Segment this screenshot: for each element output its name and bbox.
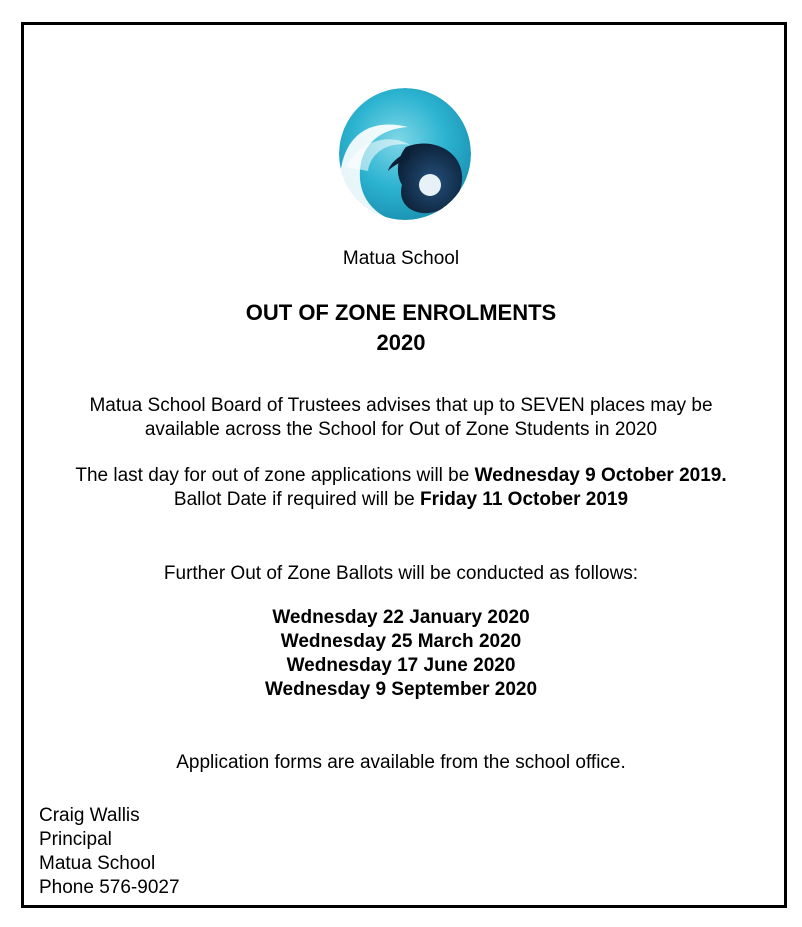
- signature-role: Principal: [39, 829, 112, 850]
- ballot-date-item: Wednesday 17 June 2020: [286, 655, 516, 676]
- intro-line-2: available across the School for Out of Zone Students in 2020: [144, 419, 658, 440]
- ballot-date-item: Wednesday 22 January 2020: [272, 607, 530, 628]
- school-name: Matua School: [342, 248, 460, 269]
- applications-deadline-date: Wednesday 9 October 2019.: [474, 465, 727, 486]
- further-ballots-intro: Further Out of Zone Ballots will be conducted as follows:: [163, 563, 639, 584]
- signature-name: Craig Wallis: [39, 805, 140, 826]
- ballot-date-item: Wednesday 25 March 2020: [280, 631, 522, 652]
- page-title-year: 2020: [376, 330, 426, 355]
- applications-deadline-label: The last day for out of zone applications will be: [75, 465, 475, 486]
- applications-deadline: [0, 464, 802, 488]
- page-title: OUT OF ZONE ENROLMENTS: [245, 300, 557, 325]
- ballot-date-value: Friday 11 October 2019: [420, 489, 629, 510]
- intro-line-1: Matua School Board of Trustees advises that up to SEVEN places may be: [89, 395, 713, 416]
- application-note: Application forms are available from the school office.: [176, 752, 626, 773]
- kiwi-bird-school-logo-icon: [338, 87, 472, 221]
- ballot-date-label: Ballot Date if required will be: [173, 489, 420, 510]
- ballot-date-item: Wednesday 9 September 2020: [264, 679, 538, 700]
- ballot-date: [0, 488, 802, 512]
- signature-school: Matua School: [39, 853, 156, 874]
- signature-phone: Phone 576-9027: [39, 877, 180, 898]
